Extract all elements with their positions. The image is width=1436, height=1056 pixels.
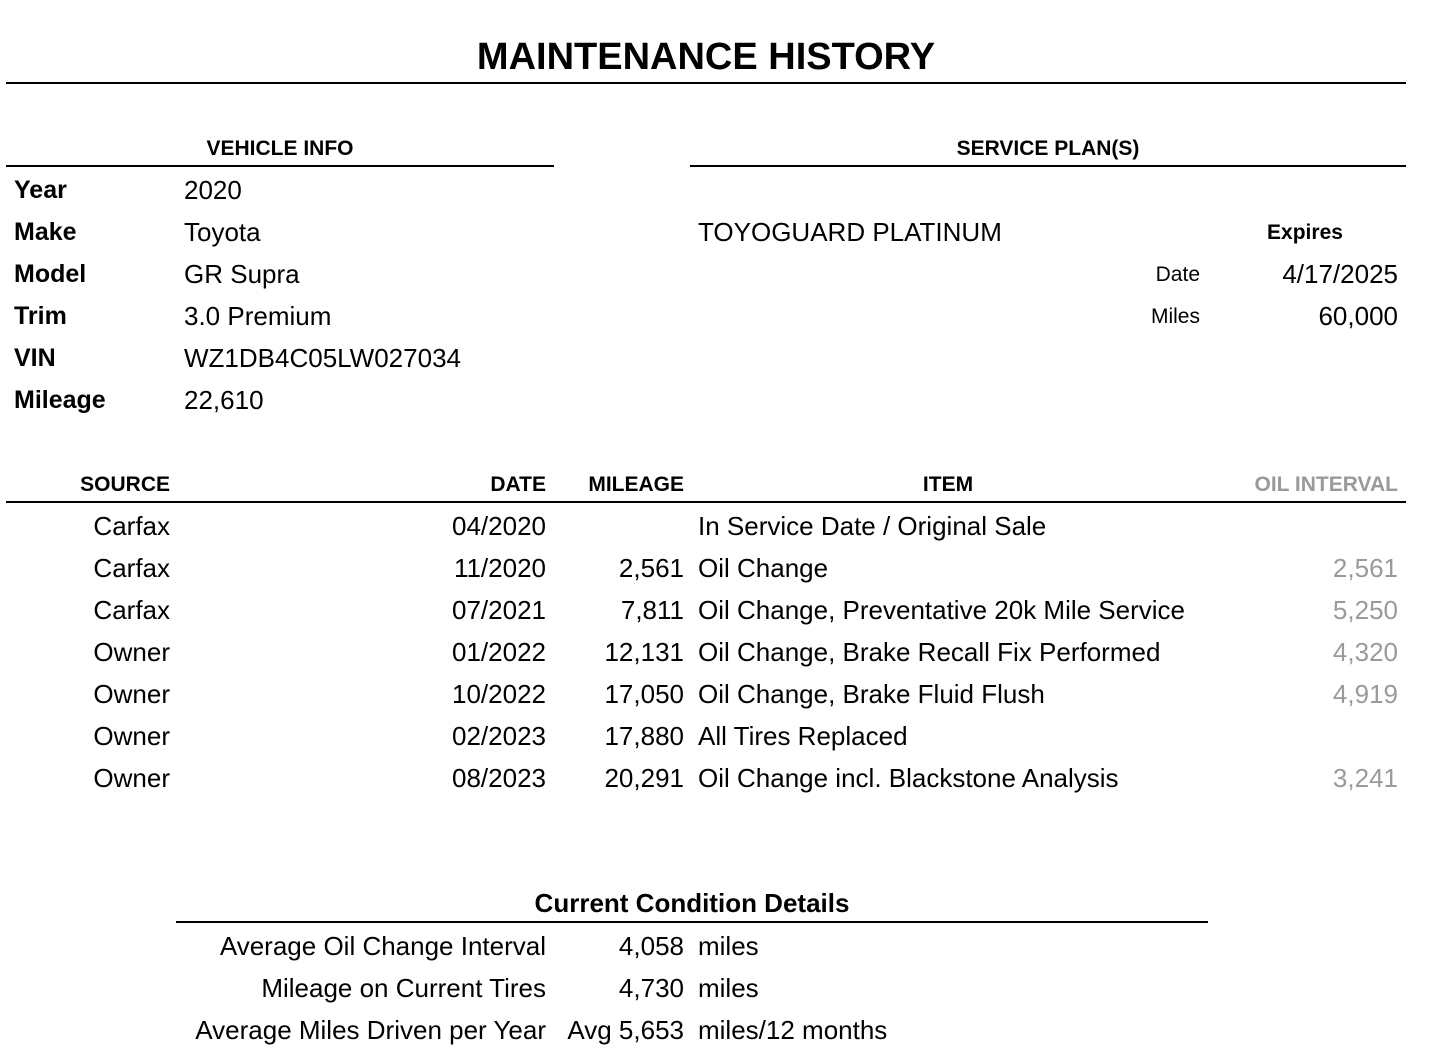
vehicle-vin-label: VIN [14,344,56,372]
title-divider [6,82,1406,84]
vehicle-trim-label: Trim [14,302,67,330]
column-header-oil-interval: OIL INTERVAL [1254,473,1398,496]
row-source: Carfax [93,553,170,583]
row-date: 02/2023 [452,721,546,751]
row-mileage: 20,291 [604,763,684,793]
service-plan-expires-label: Expires [1267,221,1343,244]
condition-label: Average Oil Change Interval [219,931,546,961]
condition-unit: miles/12 months [698,1015,888,1045]
column-header-item: ITEM [922,473,974,496]
row-mileage: 17,880 [604,721,684,751]
column-header-mileage: MILEAGE [588,473,684,496]
row-item: Oil Change [698,553,829,583]
service-plan-date-value: 4/17/2025 [1282,259,1398,289]
service-plans-divider [690,165,1406,167]
row-mileage: 7,811 [620,595,684,625]
vehicle-vin-value: WZ1DB4C05LW027034 [184,343,461,373]
column-header-date: DATE [490,473,546,496]
row-source: Owner [93,637,170,667]
condition-unit: miles [698,931,759,961]
row-source: Carfax [93,595,170,625]
row-item: In Service Date / Original Sale [698,511,1047,541]
row-item: Oil Change incl. Blackstone Analysis [698,763,1119,793]
row-mileage: 17,050 [604,679,684,709]
row-date: 01/2022 [452,637,546,667]
row-item: Oil Change, Brake Fluid Flush [698,679,1045,709]
row-source: Owner [93,763,170,793]
vehicle-info-heading: VEHICLE INFO [206,137,354,160]
vehicle-make-label: Make [14,218,77,246]
row-date: 07/2021 [452,595,546,625]
row-source: Carfax [93,511,170,541]
condition-unit: miles [698,973,759,1003]
row-oil-interval: 2,561 [1332,553,1398,583]
page-title: MAINTENANCE HISTORY [476,36,936,78]
row-date: 10/2022 [452,679,546,709]
row-date: 04/2020 [452,511,546,541]
vehicle-model-value: GR Supra [184,259,300,289]
vehicle-model-label: Model [14,260,87,288]
condition-heading: Current Condition Details [534,888,850,918]
condition-label: Mileage on Current Tires [261,973,546,1003]
service-plan-name: TOYOGUARD PLATINUM [698,217,1002,247]
row-source: Owner [93,679,170,709]
service-plan-date-label: Date [1155,263,1200,286]
condition-label: Average Miles Driven per Year [195,1015,546,1045]
row-source: Owner [93,721,170,751]
row-mileage: 12,131 [604,637,684,667]
row-mileage: 2,561 [618,553,684,583]
row-oil-interval: 3,241 [1332,763,1398,793]
service-plan-miles-value: 60,000 [1318,301,1398,331]
vehicle-make-value: Toyota [184,217,261,247]
history-header-divider [6,501,1406,503]
vehicle-info-divider [6,165,554,167]
column-header-source: SOURCE [80,473,170,496]
row-item: All Tires Replaced [698,721,908,751]
row-date: 08/2023 [452,763,546,793]
vehicle-mileage-value: 22,610 [184,385,264,415]
service-plans-heading: SERVICE PLAN(S) [956,137,1140,160]
vehicle-mileage-label: Mileage [14,386,106,414]
condition-value: 4,058 [618,931,684,961]
service-plan-miles-label: Miles [1150,305,1200,328]
vehicle-trim-value: 3.0 Premium [184,301,332,331]
vehicle-year-label: Year [14,176,67,204]
row-oil-interval: 4,320 [1332,637,1398,667]
condition-divider [176,921,1208,923]
condition-value: Avg 5,653 [567,1015,684,1045]
condition-value: 4,730 [618,973,684,1003]
row-oil-interval: 4,919 [1332,679,1398,709]
row-date: 11/2020 [453,553,546,583]
vehicle-year-value: 2020 [184,175,242,205]
row-item: Oil Change, Preventative 20k Mile Service [698,595,1186,625]
row-item: Oil Change, Brake Recall Fix Performed [698,637,1161,667]
row-oil-interval: 5,250 [1332,595,1398,625]
